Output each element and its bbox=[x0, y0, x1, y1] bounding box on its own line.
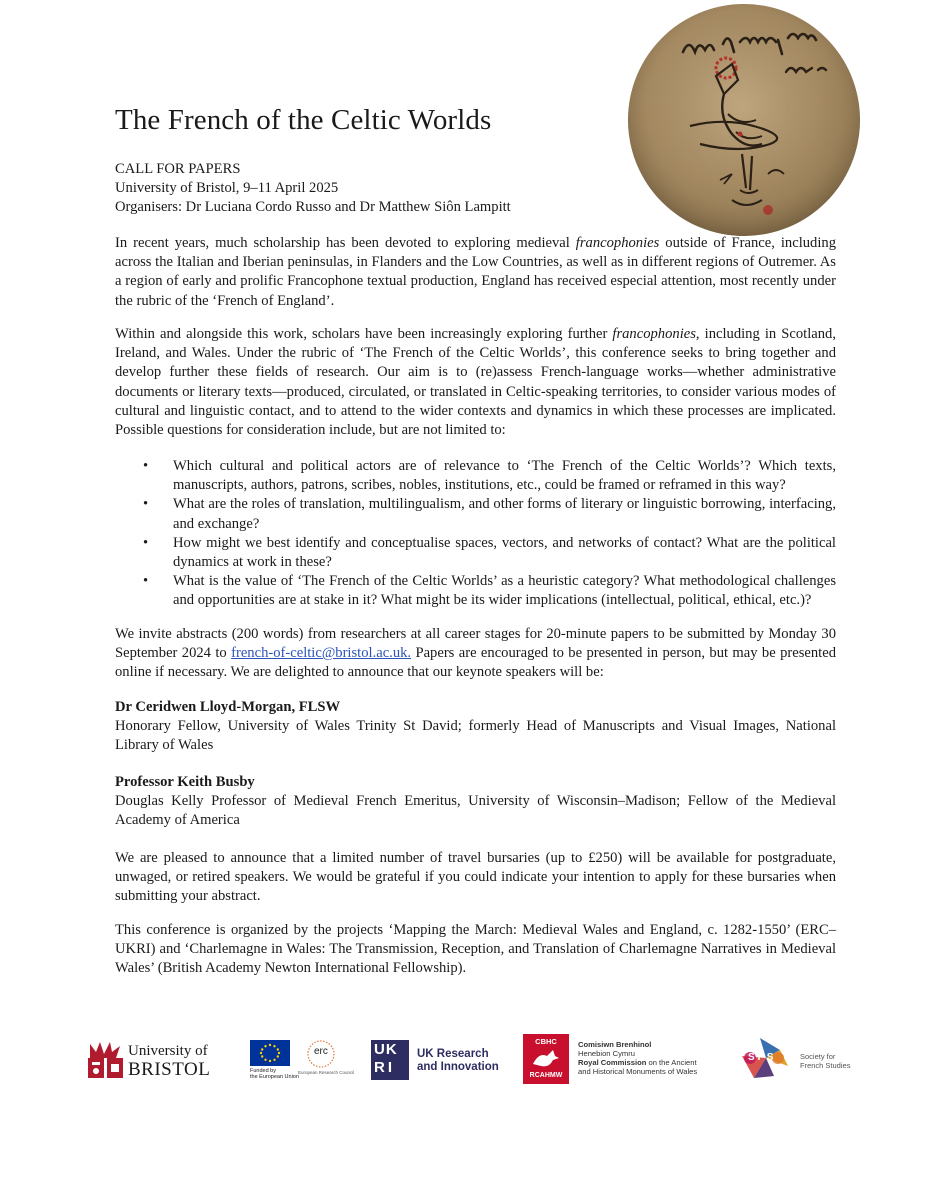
bullet-icon: • bbox=[143, 496, 149, 513]
rcahmw-logo bbox=[523, 1034, 723, 1086]
erc-caption: European Research Council bbox=[298, 1070, 355, 1075]
rcahmw-badge-bottom: RCAHMW bbox=[529, 1072, 563, 1079]
bristol-logo-line1: University of bbox=[128, 1043, 208, 1059]
bristol-logo-line2: BRISTOL bbox=[128, 1059, 211, 1080]
sfs-line2: French Studies bbox=[800, 1061, 851, 1070]
keynote-speaker-2-affiliation: Douglas Kelly Professor of Medieval French Emeritus, University of Wisconsin–Madison; Fellow of the Medieval Academy of America bbox=[115, 793, 836, 829]
keynote-speaker-1-name: Dr Ceridwen Lloyd-Morgan, FLSW bbox=[115, 699, 341, 715]
eu-caption-line2: the European Union bbox=[250, 1074, 299, 1080]
rcahmw-dragon-badge-icon bbox=[523, 1034, 569, 1084]
ukri-text bbox=[417, 1048, 499, 1074]
list-item: • What is the value of ‘The French of the Celtic Worlds’ as a heuristic category? What methodological challenges and opportunities are at stake in it? What might be its wider implications (intellectual, political, ethical, etc.)? bbox=[143, 573, 836, 609]
submission-paragraph bbox=[115, 625, 836, 683]
rcahmw-badge-top: CBHC bbox=[535, 1037, 557, 1046]
para2-italic: francophonies bbox=[612, 326, 696, 342]
list-item: • Which cultural and political actors are of relevance to ‘The French of the Celtic Worlds’? Which texts, manuscripts, authors, patrons, scribes, nobles, institutions, etc., could be framed or reframed in this way? bbox=[143, 458, 836, 494]
venue-dates: University of Bristol, 9–11 April 2025 bbox=[115, 180, 339, 196]
erc-label: erc bbox=[314, 1046, 328, 1057]
submission-email-link[interactable]: french-of-celtic@bristol.ac.uk. bbox=[231, 645, 412, 662]
call-for-papers-label: CALL FOR PAPERS bbox=[115, 161, 241, 177]
document-title: The French of the Celtic Worlds bbox=[115, 104, 492, 136]
keynote-speaker-1-affiliation: Honorary Fellow, University of Wales Trinity St David; formerly Head of Manuscripts and Visual Images, National Library of Wales bbox=[115, 718, 836, 754]
keynote-speaker-2-name: Professor Keith Busby bbox=[115, 774, 255, 790]
bullet-icon: • bbox=[143, 573, 149, 590]
list-item: • How might we best identify and conceptualise spaces, vectors, and networks of contact? What are the political dynamics at work in these? bbox=[143, 534, 836, 571]
ukri-mark-line2: RI bbox=[374, 1059, 395, 1076]
eu-erc-logo bbox=[250, 1038, 355, 1086]
rcahmw-line4: and Historical Monuments of Wales bbox=[578, 1067, 698, 1076]
projects-paragraph: This conference is organized by the projects ‘Mapping the March: Medieval Wales and England, c. 1282-1550’ (ERC–UKRI) and ‘Charlemagne in Wales: The Transmission, Reception, and Translation of Charlemagne Narratives in Medieval Wales’ (British Academy Newton International Fellowship). bbox=[115, 922, 836, 977]
rcahmw-line3a: Royal Commission bbox=[578, 1058, 647, 1067]
manuscript-drawing bbox=[628, 4, 860, 236]
ukri-logo bbox=[371, 1040, 511, 1082]
ukri-text-line1: UK Research bbox=[417, 1048, 489, 1060]
bullet-icon: • bbox=[143, 458, 149, 474]
rcahmw-line3b: on the Ancient bbox=[646, 1058, 697, 1067]
rcahmw-line1: Comisiwn Brenhinol bbox=[578, 1040, 652, 1049]
sfs-line1: Society for bbox=[800, 1052, 836, 1061]
para3-text-a: We invite abstracts (200 words) from researchers at all career stages for 20-minute papers to be submitted by Monday 30 September 2024 to bbox=[115, 626, 836, 662]
sfs-mark-text: SFS bbox=[748, 1052, 777, 1063]
sfs-text bbox=[800, 1052, 850, 1070]
aims-paragraph bbox=[115, 325, 836, 440]
call-details bbox=[115, 160, 511, 217]
bullet-icon: • bbox=[143, 534, 149, 551]
ukri-text-line2: and Innovation bbox=[417, 1061, 499, 1073]
para2-text-a: Within and alongside this work, scholars have been increasingly exploring further bbox=[115, 326, 613, 342]
society-for-french-studies-logo bbox=[738, 1036, 863, 1084]
organisers: Organisers: Dr Luciana Cordo Russo and Dr Matthew Siôn Lampitt bbox=[115, 199, 511, 215]
ukri-mark-icon bbox=[371, 1040, 409, 1080]
intro-paragraph bbox=[115, 234, 836, 311]
bursaries-paragraph: We are pleased to announce that a limited number of travel bursaries (up to £250) will be available for postgraduate, unwaged, or retired speakers. We would be grateful if you could indicate your intention to apply for these bursaries when submitting your abstract. bbox=[115, 850, 836, 905]
ukri-mark-line1: UK bbox=[374, 1041, 398, 1058]
rcahmw-text bbox=[578, 1040, 697, 1076]
questions-list bbox=[115, 457, 836, 611]
dragon-icon bbox=[531, 1048, 561, 1068]
manuscript-roundel-image bbox=[628, 4, 860, 236]
eu-caption bbox=[250, 1068, 299, 1080]
eu-caption-line1: Funded by bbox=[250, 1068, 276, 1074]
list-item: • What are the roles of translation, multilingualism, and other forms of literary or linguistic borrowing, interfacing, and exchange? bbox=[143, 496, 836, 532]
bristol-crest-icon bbox=[86, 1040, 126, 1082]
para1-text-b: outside of France, including across the Italian and Iberian peninsulas, in Flanders and the Low Countries, as well as in different regions of Outremer. As a region of early and prolific Francophone textual production, England has received especial attention, most recently under the rubric of the ‘French of England’. bbox=[115, 235, 836, 309]
university-of-bristol-logo bbox=[86, 1038, 221, 1084]
para2-text-b: , including in Scotland, Ireland, and Wales. Under the rubric of ‘The French of the Celtic Worlds’, this conference seeks to bring together and develop further these fields of research. Our aim is to (re)assess French-language works––whether administrative documents or literary texts––produced, circulated, or translated in Celtic-speaking territories, to consider various modes of cultural and linguistic contact, and to attend to the wider contexts and dynamics in which these processes are implicated. Possible questions for consideration include, but are not limited to: bbox=[115, 326, 836, 439]
para3-text-b: Papers are encouraged to be presented in person, but may be presented online if necessary. We are delighted to announce that our keynote speakers will be: bbox=[115, 645, 836, 681]
eu-flag-icon bbox=[250, 1040, 290, 1066]
para1-text-a: In recent years, much scholarship has been devoted to exploring medieval bbox=[115, 235, 576, 251]
rcahmw-line2: Henebion Cymru bbox=[578, 1049, 635, 1058]
para1-italic: francophonies bbox=[575, 235, 660, 251]
